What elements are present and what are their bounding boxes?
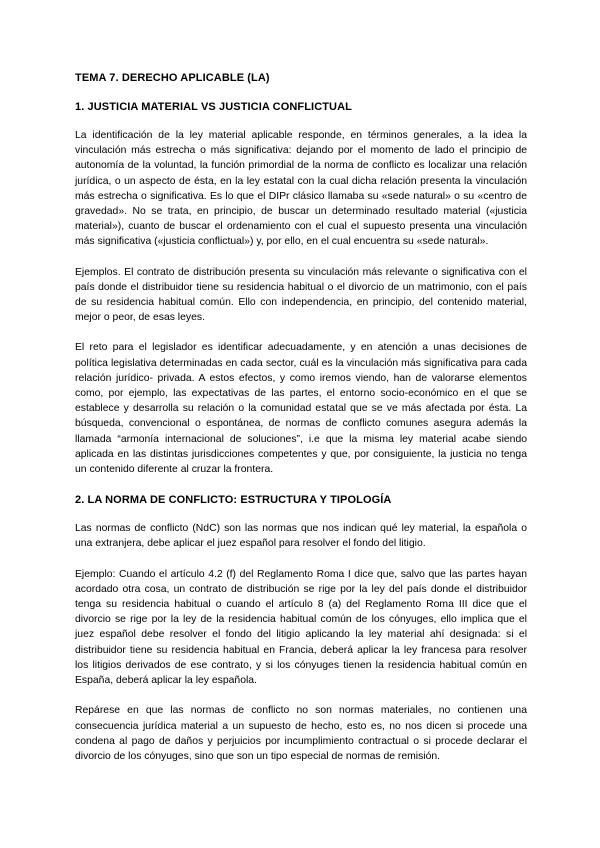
document-page — [75, 70, 527, 779]
paragraph: Ejemplo: Cuando el artículo 4.2 (f) del Reglamento Roma I dice que, salvo que las partes hayan acordado otra cosa, un contrato de distribución se rige por la ley del país donde el distribuidor tenga su residencia habitual o cuando el artículo 8 (a) del Reglamento Roma III dice que el divorcio se rige por la ley de la residencia habitual común de los cónyuges, ello implica que el juez español debe resolver el fondo del litigio aplicando la ley material ahí designada: si el distribuidor tiene su residencia habitual en Francia, deberá aplicar la ley francesa para resolver los litigios derivados de ese contrato, y si los cónyuges tienen la residencia habitual común en España, deberá aplicar la ley española. — [75, 568, 527, 687]
section-heading: 1. JUSTICIA MATERIAL VS JUSTICIA CONFLICTUAL — [75, 101, 352, 113]
paragraph: Ejemplos. El contrato de distribución presenta su vinculación más relevante o significativa con el país donde el distribuidor tiene su residencia habitual o el divorcio de un matrimonio, con el país de su residencia habitual común. Ello con independencia, en principio, del contenido material, mejor o peor, de esas leyes. — [75, 266, 527, 324]
paragraph: Las normas de conflicto (NdC) son las normas que nos indican qué ley material, la española o una extranjera, debe aplicar el juez español para resolver el fondo del litigio. — [75, 523, 527, 550]
section-heading: 2. LA NORMA DE CONFLICTO: ESTRUCTURA Y TIPOLOGÍA — [75, 494, 392, 507]
paragraph: Repárese en que las normas de conflicto no son normas materiales, no contienen una consecuencia jurídica material a un supuesto de hecho, esto es, no nos dicen si procede una condena al pago de daños y perjuicios por incumplimiento contractual o si procede declarar el divorcio de los cónyuges, sino que son un tipo especial de normas de remisión. — [75, 705, 527, 762]
section-2 — [75, 492, 527, 764]
paragraph: La identificación de la ley material aplicable responde, en términos generales, a la idea la vinculación más estrecha o más significativa: dejando por el momento de lado el principio de autonomía de la voluntad, la función primordial de la norma de conflicto es localizar una relación jurídica, o un aspecto de ésta, en la ley estatal con la cual dicha relación presenta la vinculación más estrecha o significativa. Es lo que el DIPr clásico llamaba su «sede natural» o su «centro de gravedad». No se trata, en principio, de buscar un determinado resultado material («justicia material»), cuanto de buscar el ordenamiento con el cual el supuesto presenta una vinculación más significativa («justicia conflictual») y, por ello, en el cual encuentra su «sede natural». — [75, 130, 527, 248]
document-title: TEMA 7. DERECHO APLICABLE (LA) — [75, 72, 270, 84]
section-1 — [75, 99, 527, 477]
paragraph: El reto para el legislador es identificar adecuadamente, y en atención a unas decisiones de política legislativa determinadas en cada sector, cuál es la vinculación más significativa para cada relación jurídico- privada. A estos efectos, y como iremos viendo, han de valorarse elementos como, por ejemplo, las expectativas de las partes, el entorno socio-económico en el que se establece y desarrolla su relación o la comunidad estatal que se ve más afectada por ésta. La búsqueda, convencional o espontánea, de normas de conflicto comunes asegura además la llamada “armonía internacional de soluciones”, i.e que la misma ley material acabe siendo aplicada en las distintas jurisdicciones competentes y que, por consiguiente, la justicia no tenga un contenido diferente al cruzar la frontera. — [75, 342, 527, 476]
